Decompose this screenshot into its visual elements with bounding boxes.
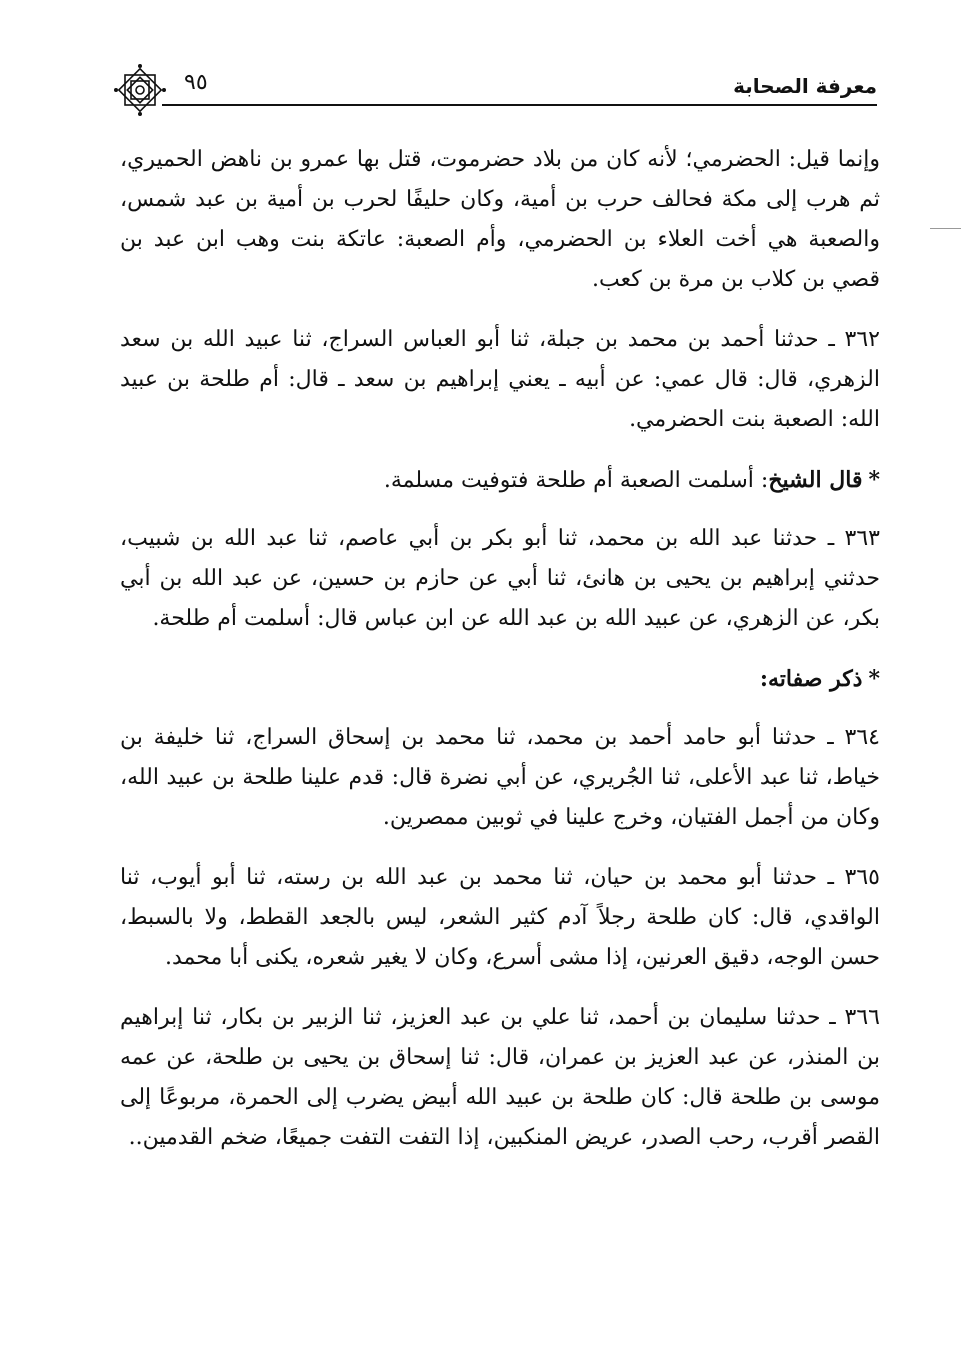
page-number: ٩٥: [184, 70, 208, 95]
star-marker: *: [868, 666, 880, 692]
running-title: معرفة الصحابة: [733, 74, 877, 98]
sheikh-note: [120, 460, 880, 501]
note-text: : أسلمت الصعبة أم طلحة فتوفيت مسلمة.: [383, 468, 769, 493]
header-rule: [162, 104, 877, 106]
note-label: قال الشيخ: [768, 467, 863, 493]
star-marker: *: [868, 467, 880, 493]
paragraph: ٣٦٤ ـ حدثنا أبو حامد أحمد بن محمد، ثنا محمد بن إسحاق السراج، ثنا خليفة بن خياط، ثنا عبد الأعلى، ثنا الجُريري، عن أبي نضرة قال: قدم علينا طلحة بن عبيد الله، وكان من أجمل الفتيان، وخرج علينا في ثوبين ممصرين.: [120, 725, 880, 830]
octagonal-star-ornament-icon: [112, 62, 168, 118]
paragraph: ٣٦٢ ـ حدثنا أحمد بن محمد بن جبلة، ثنا أبو العباس السراج، ثنا عبيد الله بن سعد الزهري، قال: قال عمي: عن أبيه ـ يعني إبراهيم بن سعد ـ قال: أم طلحة بن عبيد الله: الصعبة بنت الحضرمي.: [120, 327, 880, 432]
paragraph: ٣٦٥ ـ حدثنا أبو محمد بن حيان، ثنا محمد بن عبد الله بن رسته، ثنا أبو أيوب، ثنا الواقدي، قال: كان طلحة رجلاً آدم كثير الشعر، ليس بالجعد القطط، ولا بالسبط، حسن الوجه، دقيق العرنين، إذا مشى أسرع، وكان لا يغير شعره، يكنى أبا محمد.: [120, 865, 880, 970]
paragraph: ٣٦٦ ـ حدثنا سليمان بن أحمد، ثنا علي بن عبد العزيز، ثنا الزبير بن بكار، ثنا إبراهيم بن المنذر، عن عبد العزيز بن عمران، قال: ثنا إسحاق بن يحيى بن طلحة، عن عمه موسى بن طلحة قال: كان طلحة بن عبيد الله أبيض يضرب إلى الحمرة، مربوعًا إلى القصر أقرب، رحب الصدر، عريض المنكبين، إذا التفت التفت جميعًا، ضخم القدمين..: [120, 1005, 880, 1150]
heading-label: ذكر صفاته:: [759, 666, 863, 692]
section-heading: [120, 659, 880, 700]
paragraph: ٣٦٣ ـ حدثنا عبد الله بن محمد، ثنا أبو بكر بن أبي عاصم، ثنا عبد الله بن شبيب، حدثني إبراهيم بن يحيى بن هانئ، ثنا أبي عن حازم بن حسين، عن عبد الله بن أبي بكر، عن الزهري، عن عبيد الله بن عبد الله عن ابن عباس قال: أسلمت أم طلحة.: [120, 526, 880, 631]
paragraph: وإنما قيل: الحضرمي؛ لأنه كان من بلاد حضرموت، قتل بها عمرو بن ناهض الحميري، ثم هرب إلى مكة فحالف حرب بن أمية، وكان حليفًا لحرب بن أمية بن عبد شمس، والصعبة هي أخت العلاء بن الحضرمي، وأم الصعبة: عاتكة بنت وهب ابن عبد بن قصي بن كلاب بن مرة بن كعب.: [120, 147, 880, 292]
page-body: [120, 140, 880, 1178]
margin-mark: [930, 228, 961, 229]
page-header: [112, 62, 877, 112]
